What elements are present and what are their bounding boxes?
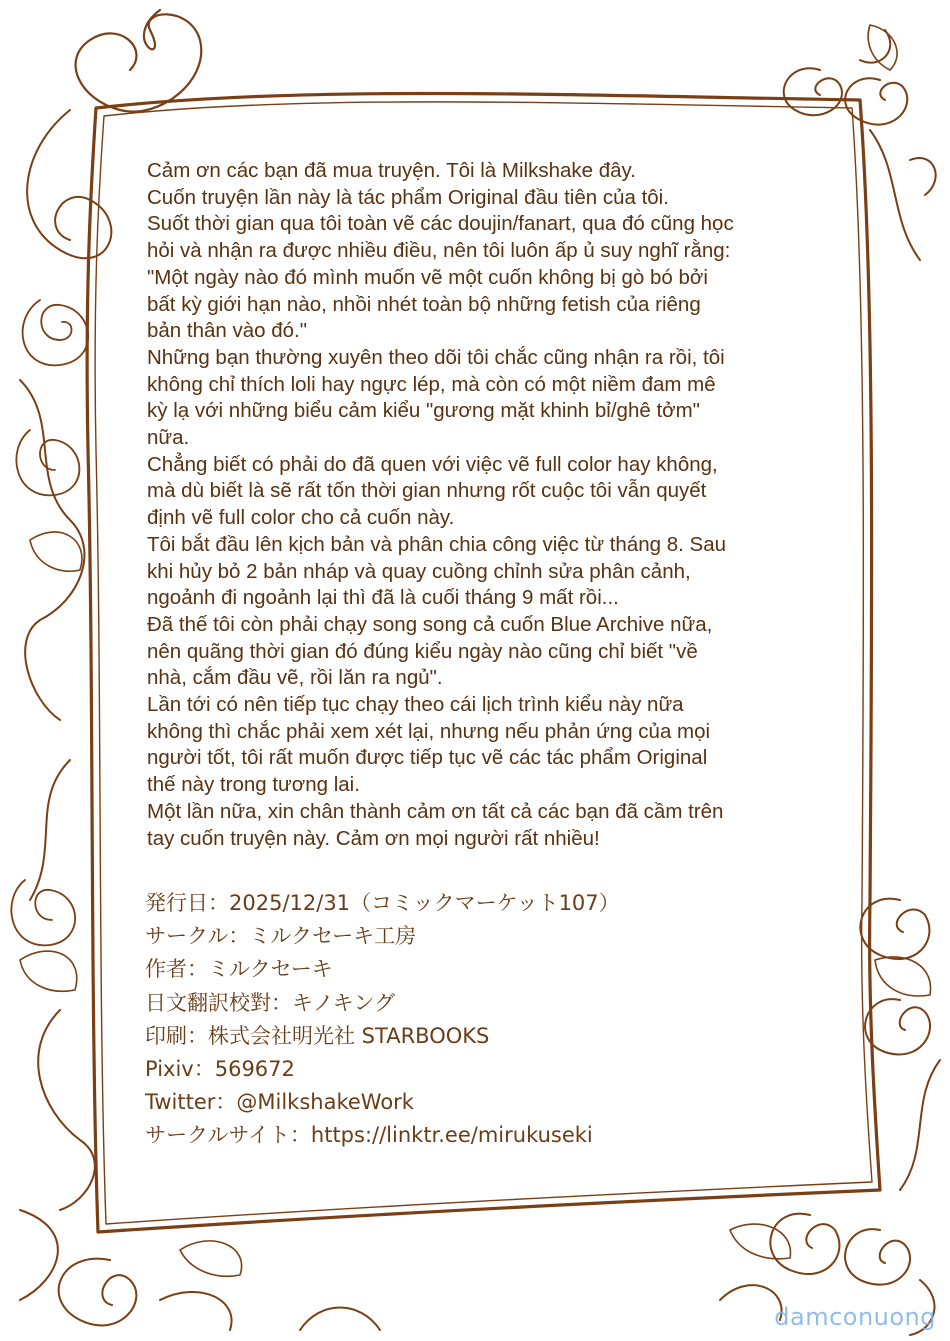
vine-top-right	[860, 30, 936, 260]
rose-right-2	[865, 999, 930, 1054]
afterword-line: nhà, cắm đầu vẽ, rồi lăn ra ngủ".	[147, 666, 443, 690]
vine-top-left	[76, 10, 202, 112]
leaf-left-1	[30, 532, 82, 571]
afterword-line: Suốt thời gian qua tôi toàn vẽ các doujin/fanart, qua đó cũng học	[147, 212, 734, 236]
afterword-line: nên quãng thời gian đó đúng kiểu ngày nào cũng chỉ biết "về	[147, 639, 698, 663]
afterword-line: "Một ngày nào đó mình muốn vẽ một cuốn không bị gò bó bởi	[147, 265, 708, 289]
afterword-line: không thì chắc phải xem xét lại, nhưng nếu phản ứng của mọi	[147, 719, 711, 743]
rose-left-1	[23, 300, 89, 365]
leaf-right-1	[875, 957, 931, 996]
leaf-bottom-left	[180, 1241, 242, 1276]
afterword-line: định vẽ full color cho cả cuốn này.	[147, 506, 455, 530]
afterword-line: bản thân vào đó."	[147, 319, 308, 343]
afterword-line: Chẳng biết có phải do đã quen với việc vẽ full color hay không,	[147, 452, 718, 476]
afterword-line: Một lần nữa, xin chân thành cảm ơn tất cả các bạn đã cầm trên	[147, 799, 724, 823]
afterword-line: tay cuốn truyện này. Cảm ơn mọi người rất nhiều!	[147, 826, 600, 850]
colophon-translation: 日文翻訳校對：キノキング	[145, 990, 396, 1015]
afterword-line: người tốt, tôi rất muốn được tiếp tục vẽ các tác phẩm Original	[147, 746, 708, 770]
colophon-twitter: Twitter：@MilkshakeWork	[145, 1090, 414, 1115]
colophon-circle-site: サークルサイト：https://linktr.ee/mirukuseki	[145, 1123, 593, 1148]
afterword-line: kỳ lạ với những biểu cảm kiểu "gương mặt khinh bỉ/ghê tởm"	[147, 399, 700, 423]
afterword-line: nữa.	[147, 426, 190, 450]
afterword-line: thế này trong tương lai.	[147, 773, 360, 797]
watermark: damconuong	[774, 1303, 936, 1331]
afterword-line: không chỉ thích loli hay ngực lép, mà còn có một niềm đam mê	[147, 372, 716, 396]
afterword-text	[147, 158, 827, 852]
colophon-author: 作者：ミルクセーキ	[145, 957, 333, 982]
vine-left-lower	[30, 760, 95, 1210]
afterword-line: bất kỳ giới hạn nào, nhồi nhét toàn bộ những fetish của riêng	[147, 292, 701, 316]
rose-bottom-right-2	[845, 1229, 910, 1285]
afterword-line: khi hủy bỏ 2 bản nháp và quay cuồng chỉnh sửa phân cảnh,	[147, 559, 691, 583]
afterword-line: Đã thế tôi còn phải chạy song song cả cuốn Blue Archive nữa,	[147, 612, 713, 636]
colophon-release-date: 発行日：2025/12/31（コミックマーケット107）	[145, 891, 620, 915]
rose-bottom-left	[59, 1259, 137, 1326]
colophon	[145, 887, 765, 1153]
leaf-left-2	[20, 951, 77, 991]
leaf-bottom-right	[730, 1224, 790, 1259]
colophon-circle: サークル：ミルクセーキ工房	[145, 924, 417, 949]
rose-bottom-right-1	[770, 1214, 839, 1274]
vine-right-lower	[900, 1060, 940, 1190]
afterword-line: Những bạn thường xuyên theo dõi tôi chắc cũng nhận ra rồi, tôi	[147, 345, 725, 369]
afterword-line: Lần tới có nên tiếp tục chạy theo cái lịch trình kiểu này nữa	[147, 693, 684, 717]
colophon-pixiv: Pixiv：569672	[145, 1057, 295, 1082]
rose-left-3	[11, 880, 75, 945]
vine-left-upper	[27, 110, 111, 258]
afterword-line: Cuốn truyện lần này là tác phẩm Original đầu tiên của tôi.	[147, 185, 669, 209]
afterword-line: Cảm ơn các bạn đã mua truyện. Tôi là Milkshake đây.	[147, 159, 636, 182]
afterword-line: hỏi và nhận ra được nhiều điều, nên tôi luôn ấp ủ suy nghĩ rằng:	[147, 239, 731, 263]
afterword-line: Tôi bắt đầu lên kịch bản và phân chia công việc từ tháng 8. Sau	[147, 532, 726, 556]
rose-top-right-1	[784, 68, 842, 115]
rose-left-2	[16, 430, 79, 495]
colophon-printer: 印刷：株式会社明光社 STARBOOKS	[145, 1023, 490, 1048]
afterword-line: ngoảnh đi ngoảnh lại thì đã là cuối tháng 9 mất rồi...	[147, 586, 619, 610]
afterword-line: mà dù biết là sẽ rất tốn thời gian nhưng rốt cuộc tôi vẫn quyết	[147, 479, 707, 503]
